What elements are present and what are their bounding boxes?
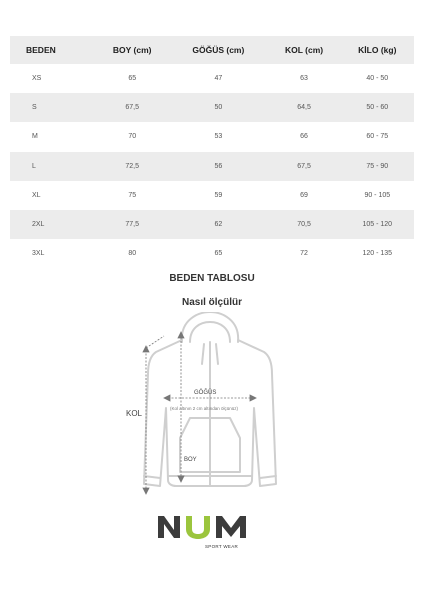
cell-kilo: 50 - 60: [341, 93, 414, 122]
cell-kol: 69: [300, 191, 308, 199]
label-gogus-note: (Kol altının 2 cm altından ölçünüz): [170, 406, 239, 411]
cell-kilo: 90 - 105: [364, 191, 391, 199]
cell-gogus: 62: [169, 210, 267, 239]
label-kol: KOL: [126, 409, 143, 418]
cell-kol: 66: [300, 133, 308, 141]
cell-gogus: 56: [169, 152, 267, 181]
cell-size: XL: [32, 191, 41, 199]
cell-size: 2XL: [10, 210, 95, 239]
guide-subtitle: Nasıl ölçülür: [181, 297, 242, 308]
cell-boy: 72,5: [95, 152, 169, 181]
cell-kol: 67,5: [268, 152, 341, 181]
cell-boy: 77,5: [95, 210, 169, 239]
cell-gogus: 65: [214, 250, 223, 258]
logo-letter-u: [186, 516, 210, 539]
cell-kol: 64,5: [268, 93, 341, 122]
cell-kol: 72: [300, 250, 308, 258]
logo-letter-n: [158, 516, 180, 538]
table-row: [10, 210, 414, 239]
cell-size: M: [32, 133, 38, 141]
logo-letter-m: [216, 516, 246, 538]
cell-kilo: 60 - 75: [366, 133, 389, 141]
cell-boy: 70: [128, 133, 137, 141]
col-header-beden: BEDEN: [10, 36, 95, 64]
cell-boy: 65: [128, 75, 137, 83]
table-row: [10, 181, 414, 210]
cell-size: 3XL: [32, 250, 45, 258]
col-header-boy: BOY (cm): [95, 36, 169, 64]
cell-boy: 80: [128, 250, 137, 258]
col-header-gogus: GÖĞÜS (cm): [169, 36, 267, 64]
cell-boy: 75: [128, 191, 137, 199]
table-row: [10, 64, 414, 93]
cell-kol: 63: [300, 75, 308, 83]
table-row: [10, 152, 414, 181]
cell-kol: 70,5: [268, 210, 341, 239]
table-row: [10, 239, 414, 268]
cell-boy: 67,5: [95, 93, 169, 122]
cell-kilo: 105 - 120: [341, 210, 414, 239]
cell-size: L: [10, 152, 95, 181]
cell-kilo: 120 - 135: [362, 250, 393, 258]
table-row: [10, 122, 414, 151]
brand-logo: [156, 514, 252, 540]
cell-kilo: 40 - 50: [366, 75, 389, 83]
cell-gogus: 59: [214, 191, 223, 199]
cell-gogus: 53: [214, 133, 223, 141]
label-boy: BOY: [184, 457, 197, 463]
col-header-kilo: KİLO (kg): [341, 36, 414, 64]
cell-size: XS: [32, 75, 42, 83]
cell-gogus: 47: [214, 75, 223, 83]
cell-gogus: 50: [169, 93, 267, 122]
cell-size: S: [10, 93, 95, 122]
table-row: [10, 93, 414, 122]
label-gogus: GÖĞÜS: [194, 390, 217, 396]
size-table: [10, 36, 414, 268]
brand-tagline: SPORT WEAR: [205, 544, 239, 549]
cell-kilo: 75 - 90: [341, 152, 414, 181]
hoodie-outline: [144, 312, 276, 486]
col-header-kol: KOL (cm): [268, 36, 341, 64]
guide-title: BEDEN TABLOSU: [169, 273, 255, 284]
table-header-row: [10, 36, 414, 64]
